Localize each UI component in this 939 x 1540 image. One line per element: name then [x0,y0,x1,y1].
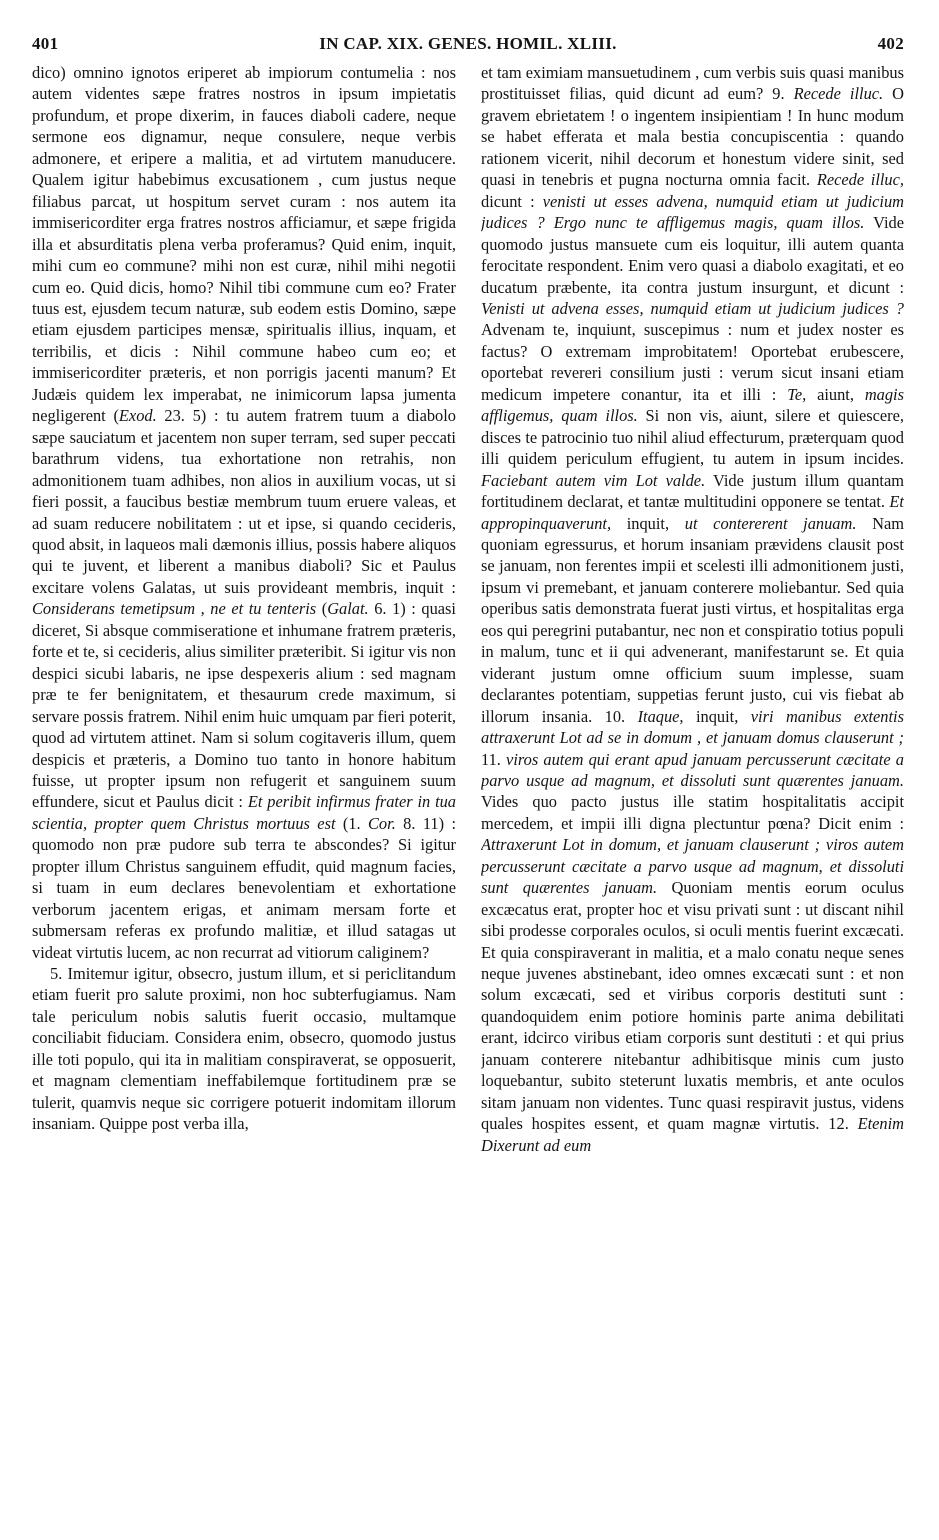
page-header [32,34,904,58]
scripture-quote: viros autem qui erant apud januam percusserunt cæcitate a parvo usque ad magnum, et dissoluti sunt quærentes januam. [481,749,904,790]
page-number-left: 401 [32,34,59,53]
paragraph-right-1 [481,62,904,1156]
text-run: Advenam te, inquiunt, suscepimus : num et judex noster es factus? O extremam improbitatem! Oportebat erubescere, oportebat revereri consilium justi : verum sicut insani etiam medicum impetere conantur, ita et illi : [481,320,904,404]
scripture-quote: ut contererent januam. [684,513,857,533]
scripture-quote: Considerans temetipsum , ne et tu tenteris [32,599,317,619]
text-run: aiunt, [806,384,865,404]
text-run: Vides quo pacto justus ille statim hospitalitatis accipit mercedem, et impii illi digna plectuntur pœna? Dicit enim : [481,792,904,833]
text-run: Vide justum illum quantam fortitudinem declarat, et tantæ multitudini opponere se tentat. [481,470,904,512]
text-run: 23. 5) : tu autem fratrem tuum a diabolo sæpe sauciatum et jacentem non super terram, sed super peccati barathrum videns, tua exhortatione non retrahis, non admonitionem tuam adhibes, non alios in auxilium vocas, ut si fieri possit, a faucibus bestiæ membrum tuum eruere valeas, et ad suam reducere nobilitatem : ut et ipse, si quando cecideris, quod absit, in laqueos mali dæmonis illius, possis habere aliquos qui te juvent, et liberent a manibus diaboli? Sic et Paulus excitare volens Galatas, ut suis provideant membris, inquit : [32,406,456,597]
running-title: IN CAP. XIX. GENES. HOMIL. XLIII. [319,34,617,53]
citation-ref: Cor. [368,813,396,833]
text-run: dico) omnino ignotos eriperet ab impiorum contumelia : nos autem videntes sæpe fratres nostros in ipsum impietatis profundum, et prope dixerim, in fauces diaboli cadere, neque sermone eos dignamur, neque consulere, neque verbis admonere, et eripere a malitia, et ad virtutem manuducere. Qualem igitur habebimus excusationem , cum justus neque filiabus parcat, ut hospitum servet curam : nos autem ita immisericorditer erga fratres nostros afficiamur, et sæpe frigida illa et absurditatis plena verba proferamus? Quid enim, inquit, mihi cum eo commune? mihi non est curæ, nihil mihi negotii cum eo. Quid dicis, homo? Nihil tibi commune cum eo? Frater tuus est, ejusdem tecum naturæ, sub eodem estis Domino, sæpe etiam ejusdem participes mensæ, spiritualis illius, inquam, et terribilis, et dicis : Nihil commune habeo cum eo; et immisericorditer præteris, et non porrigis jacenti manum? Et Judæis quidem lex imperabat, ne inimicorum lapsa jumenta negligerent ( [32,63,456,426]
text-run: inquit, [611,513,685,533]
left-column [32,62,456,1502]
text-run: Quoniam mentis eorum oculus excæcatus erat, propter hoc et visu privati sunt : ut discant nihil sibi prodesse corporales oculos, si oculi mentis fuerint excæcati. Et quia conspiraverant in malitia, et a malo conatu neque senes neque juvenes abstinebant, ideo omnes excæcati sunt : et non solum excæcati, sed et viribus corporis destituti sunt : quandoquidem enim potiore hominis parte anima debilitati erant, idcirco viribus etiam corporis sunt destituti : et qui prius januam conterere nitebantur adhibitisque minis cum justo loquebantur, subito steterunt luxatis membris, et ante oculos sitam januam non videntes. Tunc quasi respiravit justus, videns quales hospites essent, et quam magnæ virtutis. 12. [481,878,904,1134]
scripture-quote: Faciebant autem vim Lot valde. [481,470,706,490]
text-run: (1. [335,813,368,833]
scripture-quote: Itaque, [637,706,684,726]
text-run: ( [316,599,328,619]
page-number-right: 402 [877,34,904,53]
scripture-quote: viri manibus extentis attraxerunt Lot ad se in domum , et januam domus clauserunt ; [481,706,904,748]
text-run: 8. 11) : quomodo non præ pudore sub terra te abscondes? Si igitur propter illum Christus sanguinem effudit, quid magnum facies, si tuam in eum declares benevolentiam et exhortatione verborum jacentem erigas, et animam mersam forte et submersam referas ex profundo malitiæ, et illud satagas ut videat virtutis lucem, ac non recurrat ad vitiorum caliginem? [32,813,456,962]
scripture-quote: Recede illuc. [793,84,884,104]
scripture-quote: Recede illuc, [816,170,904,190]
text-run: Si non vis, aiunt, silere et quiescere, disces te patrocinio tuo nihil aliud effecturum, præterquam quod illi quidem periculum effugient, tu autem in ipsum incides. [481,406,904,469]
scripture-quote: Attraxerunt Lot in domum, et januam clauserunt ; viros autem percusserunt cæcitate a parvo usque ad magnum, et dissoluti sunt quærentes januam. [481,835,904,898]
citation-ref: Galat. [327,599,369,619]
citation-ref: Exod. [118,406,157,426]
text-run: Nam quoniam egressurus, et horum insaniam prævidens clausit post se januam, non ferentes impii et scelesti illi admonitionem justi, ipsum vi premebant, et januam conterere moliebantur. Sed quia operibus satis demonstrata fuerat justi virtus, et hospitalitas erga eos qui peregrini putabantur, nec non et conspiratio totius populi in malum, tunc et ii qui advenerant, manifestarunt se. Et quia viderant justum omne officium suum implesse, suam declarantes potentiam, suppetias ferunt justo, cui vis fiebat ab illorum insania. 10. [481,513,904,726]
scripture-quote: venisti ut esses advena, numquid etiam ut judicium judices ? Ergo nunc te affligemus magis, quam illos. [481,191,904,233]
scripture-quote: Te, [787,384,807,404]
scripture-quote: Et appropinquaverunt, [481,492,904,533]
text-run: 11. [481,749,507,769]
scripture-quote: Et peribit infirmus frater in tua scientia, propter quem Christus mortuus est [32,792,456,833]
scripture-quote: magis affligemus, quam illos. [481,384,904,426]
paragraph-left-1 [32,62,456,963]
text-run: inquit, [683,706,751,726]
text-run: 6. 1) : quasi diceret, Si absque commiseratione et inhumane fratrem præteris, forte et te, si cecideris, alius similiter præteribit. Si igitur vis non despici sicubi labaris, ne ipse despexeris alium : sed magnam præ te fer benignitatem, et thesaurum crede maximum, si servare possis fratrem. Nihil enim huic umquam par fieri poterit, quod ad virtutem attinet. Nam si solum cogitaveris illum, quem despicis et præteris, a Domino tuo tanto in honore habitum fuisse, ut propter ipsum non refugerit et sanguinem suum effundere, sicut et Paulus dicit : [32,599,456,812]
text-run: O gravem ebrietatem ! o ingentem insipientiam ! In hunc modum se habet efferata et mala bestia concupiscentia : quando rationem vicerit, nihil decorum et honestum videre sinit, sed quasi in tenebris et pugna nocturna omnia facit. [481,84,904,190]
text-run: Vide quomodo justus mansuete cum eis loquitur, illi autem quanta ferocitate respondent. Enim vero quasi a diabolo exagitati, et eo ducatum præbente, ita contra justum insurgunt, et dicunt : [481,213,904,297]
paragraph-left-2: 5. Imitemur igitur, obsecro, justum illum, et si periclitandum etiam fuerit pro salute proximi, non hoc subterfugiamus. Nam tale periculum nobis salutis fuerit occasio, multamque conciliabit fiduciam. Considera enim, obsecro, quomodo justus ille toti populo, qui ita in malitiam conspiraverat, se opposuerit, et magnam clementiam ineffabilemque fortitudinem præ se tulerit, quamvis neque sic corrigere potuerit indomitam illorum insaniam. Quippe post verba illa, [32,964,456,1134]
scripture-quote: Venisti ut advena esses, numquid etiam ut judicium judices ? [481,298,904,318]
scripture-quote: Etenim Dixerunt ad eum [481,1114,904,1155]
text-run: dicunt : [481,191,543,211]
text-run: et tam eximiam mansuetudinem , cum verbis suis quasi manibus prostituisset filias, quid dicunt ad eum? 9. [481,63,904,104]
right-column [481,62,904,1502]
